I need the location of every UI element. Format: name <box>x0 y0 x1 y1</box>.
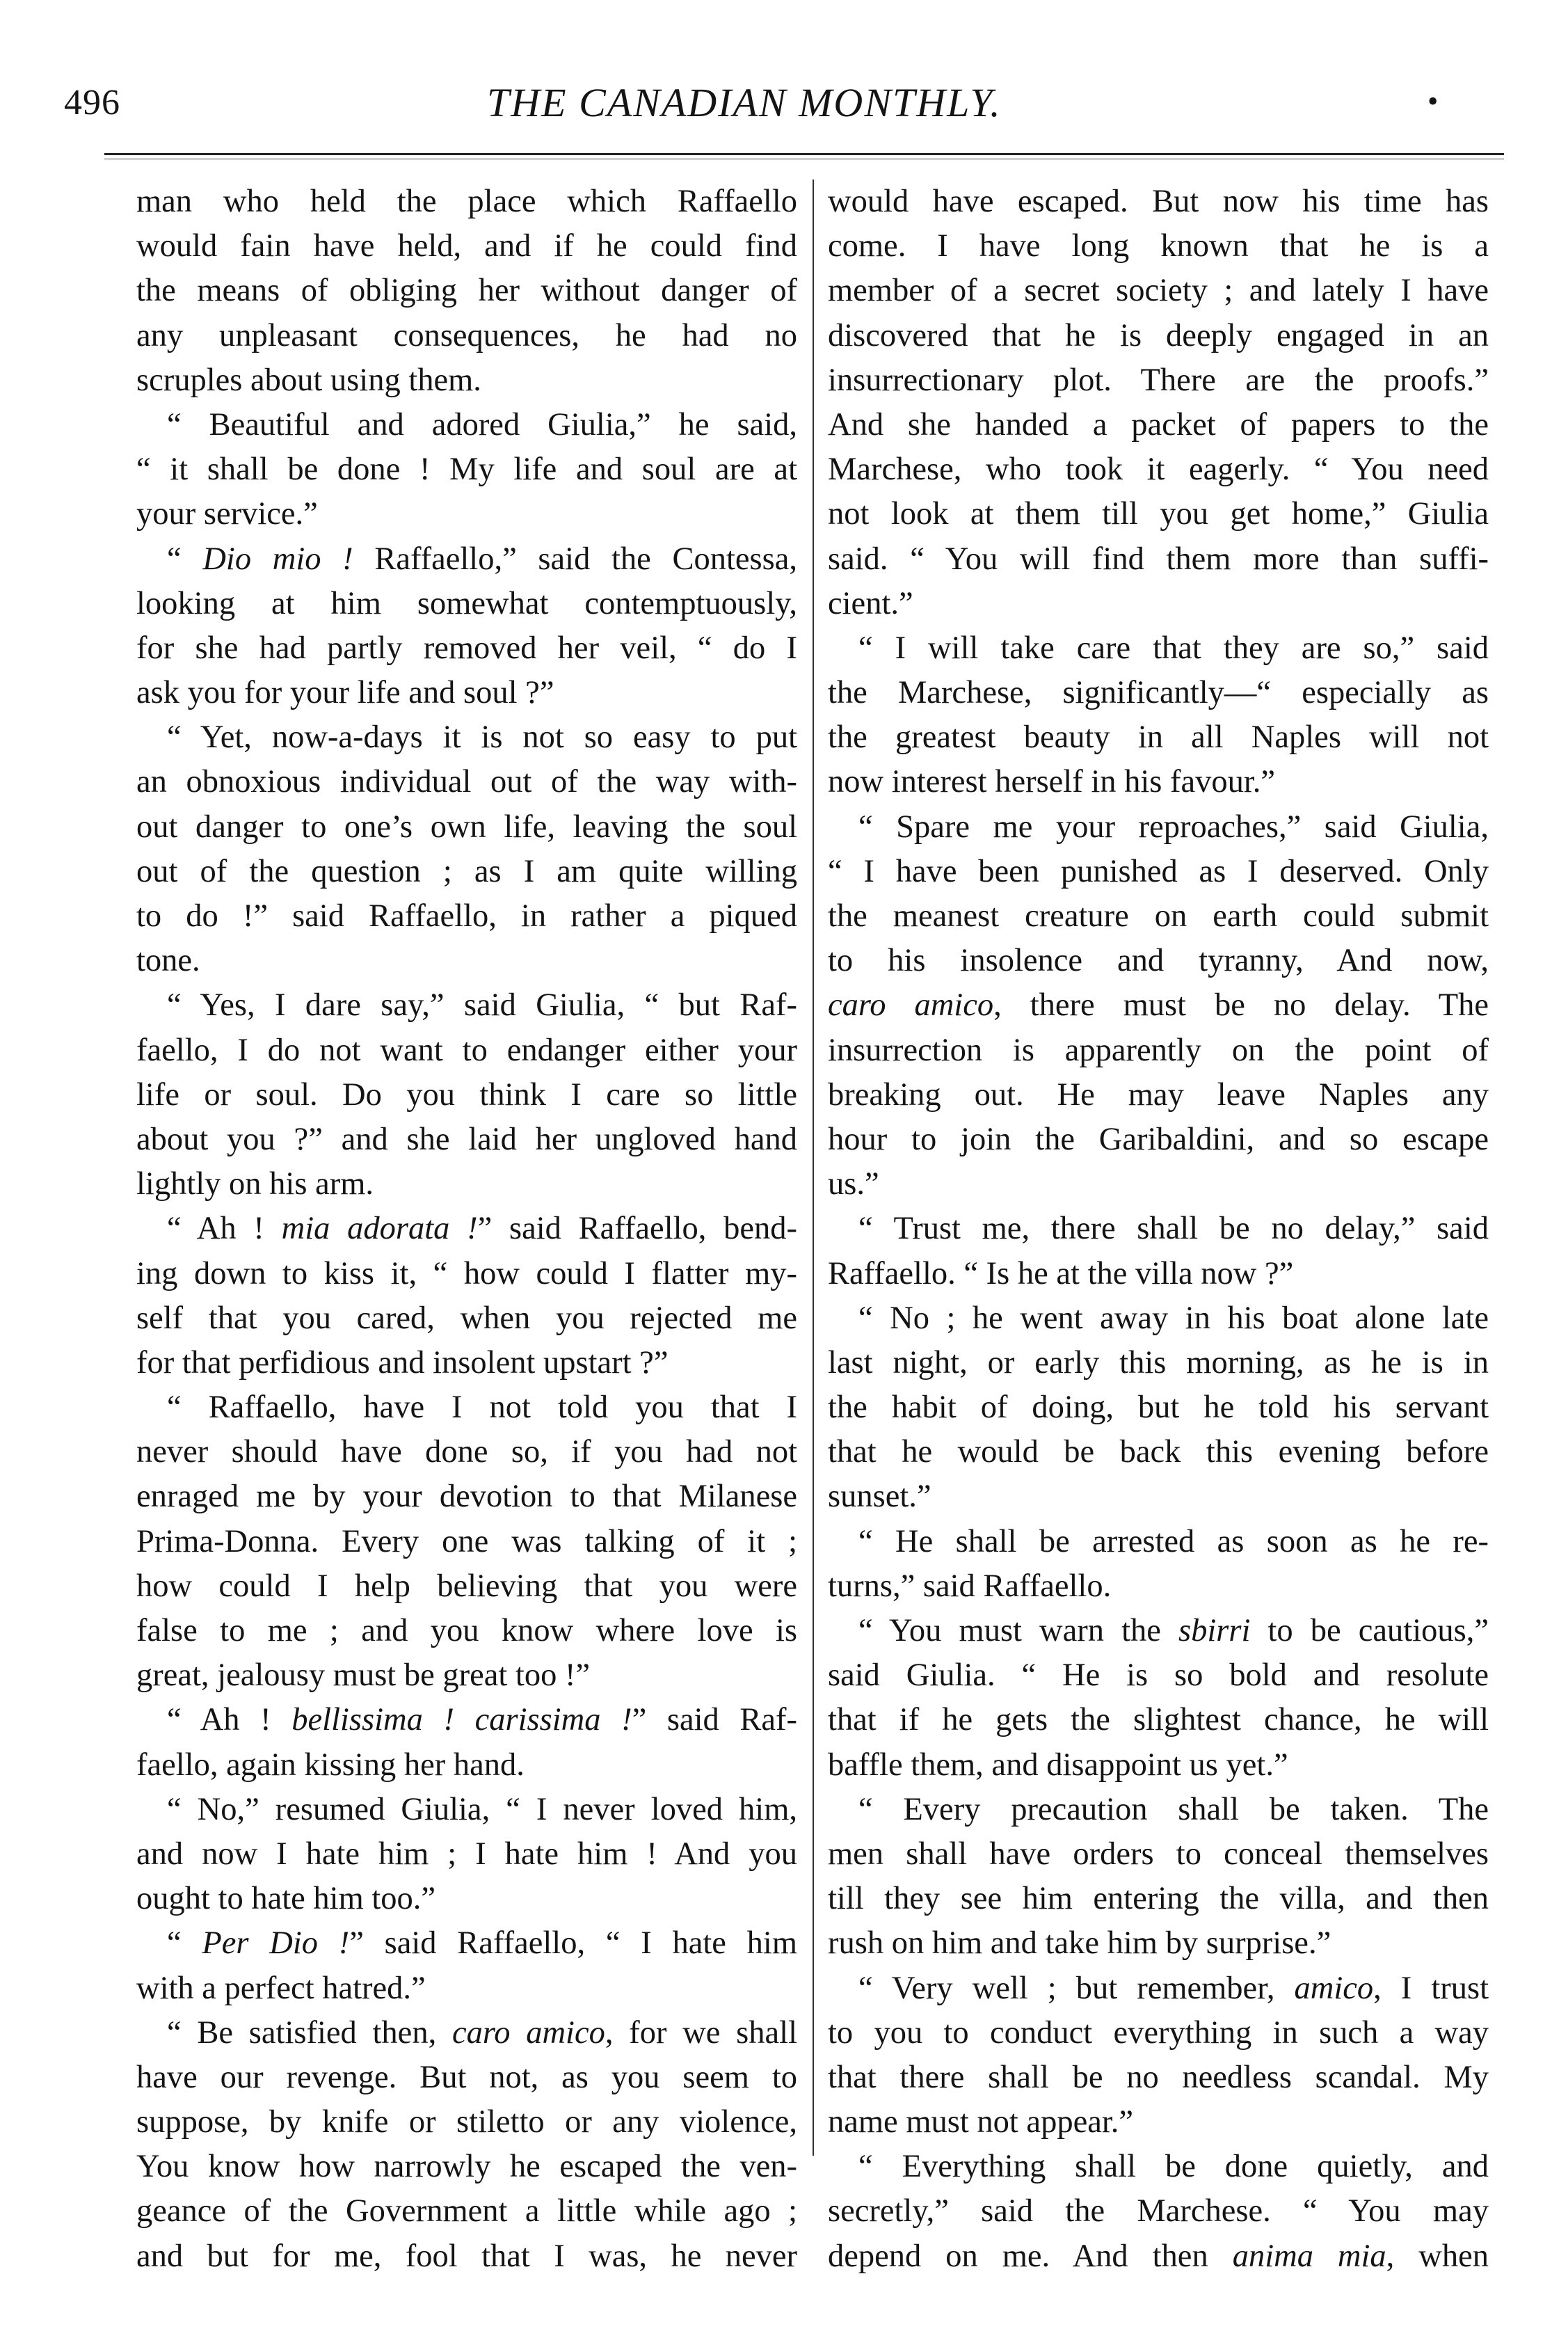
text-line: “ Yes, I dare say,” said Giulia, “ but Raf- <box>167 987 797 1024</box>
text-line: ask you for your life and soul ?” <box>136 675 554 711</box>
text-line: the greatest beauty in all Naples will not <box>828 719 1489 756</box>
text-line: men shall have orders to conceal themselves <box>828 1836 1489 1872</box>
text-line: us.” <box>828 1166 879 1202</box>
text-line: about you ?” and she laid her ungloved hand <box>136 1121 797 1157</box>
text-line: You know how narrowly he escaped the ven- <box>136 2149 797 2185</box>
text-line: “ Everything shall be done quietly, and <box>858 2149 1489 2185</box>
text-line: “ Beautiful and adored Giulia,” he said, <box>167 406 797 443</box>
text-line: lightly on his arm. <box>136 1166 374 1202</box>
text-line: depend on me. And then anima mia, when <box>828 2238 1489 2274</box>
text-line: would fain have held, and if he could find <box>136 228 797 264</box>
text-line: insurrection is apparently on the point of <box>828 1032 1489 1068</box>
text-line: “ Dio mio ! Raffaello,” said the Contessa, <box>167 541 797 577</box>
text-line: hour to join the Garibaldini, and so escape <box>828 1121 1489 1157</box>
text-line: geance of the Government a little while ago ; <box>136 2193 797 2229</box>
text-line: that if he gets the slightest chance, he will <box>828 1702 1489 1738</box>
text-line: turns,” said Raffaello. <box>828 1568 1112 1604</box>
text-line: to you to conduct everything in such a way <box>828 2014 1489 2051</box>
column-divider <box>813 180 814 2156</box>
text-line: ing down to kiss it, “ how could I flatter my- <box>136 1255 797 1291</box>
text-line: self that you cared, when you rejected me <box>136 1300 797 1336</box>
text-line: “ it shall be done ! My life and soul are at <box>136 452 797 488</box>
right-column <box>828 180 1489 2279</box>
text-line: “ Every precaution shall be taken. The <box>858 1791 1489 1827</box>
text-line: false to me ; and you know where love is <box>136 1613 797 1648</box>
text-line: now interest herself in his favour.” <box>828 764 1276 800</box>
text-line: have our revenge. But not, as you seem to <box>136 2059 797 2095</box>
text-line: suppose, by knife or stiletto or any violence, <box>136 2104 797 2140</box>
text-line: And she handed a packet of papers to the <box>828 406 1489 443</box>
text-line: faello, I do not want to endanger either your <box>136 1032 797 1068</box>
text-line: member of a secret society ; and lately I have <box>828 273 1489 309</box>
text-line: great, jealousy must be great too !” <box>136 1657 591 1694</box>
text-line: said. “ You will find them more than suffi- <box>828 541 1489 577</box>
text-line: and now I hate him ; I hate him ! And you <box>136 1836 797 1872</box>
text-line: man who held the place which Raffaello <box>136 184 797 219</box>
text-line: ought to hate him too.” <box>136 1881 436 1917</box>
text-line: faello, again kissing her hand. <box>136 1747 525 1783</box>
text-line: tone. <box>136 943 200 979</box>
text-line: Raffaello. “ Is he at the villa now ?” <box>828 1255 1294 1291</box>
text-line: “ Per Dio !” said Raffaello, “ I hate him <box>167 1925 797 1962</box>
text-line: insurrectionary plot. There are the proofs.” <box>828 362 1489 398</box>
text-line: the habit of doing, but he told his servant <box>828 1390 1489 1426</box>
text-line: any unpleasant consequences, he had no <box>136 317 797 353</box>
text-line: “ He shall be arrested as soon as he re- <box>858 1523 1489 1559</box>
text-line: not look at them till you get home,” Giulia <box>828 496 1489 532</box>
running-head: THE CANADIAN MONTHLY. <box>487 80 1002 125</box>
text-line: breaking out. He may leave Naples any <box>828 1076 1489 1113</box>
text-line: rush on him and take him by surprise.” <box>828 1925 1331 1962</box>
text-line: till they see him entering the villa, and then <box>828 1881 1489 1917</box>
text-line: baffle them, and disappoint us yet.” <box>828 1747 1288 1783</box>
text-line: Prima-Donna. Every one was talking of it ; <box>136 1523 797 1559</box>
text-line: out danger to one’s own life, leaving the soul <box>136 809 797 845</box>
text-line: the means of obliging her without danger of <box>136 273 797 309</box>
text-line: cient.” <box>828 585 913 621</box>
text-line: said Giulia. “ He is so bold and resolute <box>828 1657 1489 1694</box>
text-line: “ Very well ; but remember, amico, I trust <box>858 1970 1489 2006</box>
text-line: “ Yet, now-a-days it is not so easy to put <box>167 719 797 756</box>
text-line: “ No ; he went away in his boat alone late <box>858 1300 1489 1336</box>
text-line: “ Raffaello, have I not told you that I <box>167 1390 797 1426</box>
corner-mark: • <box>1427 84 1439 118</box>
text-line: come. I have long known that he is a <box>828 228 1489 264</box>
page-header <box>0 0 1568 139</box>
text-line: how could I help believing that you were <box>136 1568 797 1604</box>
text-line: “ You must warn the sbirri to be cautious,” <box>858 1613 1489 1648</box>
text-line: enraged me by your devotion to that Milanese <box>136 1479 797 1515</box>
text-line: “ I will take care that they are so,” said <box>858 630 1489 666</box>
text-line: your service.” <box>136 496 318 532</box>
text-line: that there shall be no needless scandal. My <box>828 2059 1489 2095</box>
text-line: looking at him somewhat contemptuously, <box>136 585 797 621</box>
text-line: “ Spare me your reproaches,” said Giulia, <box>858 809 1489 845</box>
text-line: name must not appear.” <box>828 2104 1134 2140</box>
text-line: last night, or early this morning, as he is in <box>828 1344 1489 1381</box>
text-line: “ I have been punished as I deserved. Only <box>828 853 1489 889</box>
text-line: that he would be back this evening before <box>828 1434 1489 1470</box>
header-rule <box>104 153 1504 155</box>
text-line: and but for me, fool that I was, he never <box>136 2238 797 2274</box>
text-line: caro amico, there must be no delay. The <box>828 987 1489 1024</box>
text-line: life or soul. Do you think I care so little <box>136 1076 797 1113</box>
text-line: secretly,” said the Marchese. “ You may <box>828 2193 1489 2229</box>
text-line: the Marchese, significantly—“ especially as <box>828 675 1489 711</box>
left-column <box>136 180 797 2279</box>
text-line: with a perfect hatred.” <box>136 1970 426 2006</box>
text-line: would have escaped. But now his time has <box>828 184 1489 219</box>
text-line: the meanest creature on earth could submit <box>828 898 1489 934</box>
text-line: “ Be satisfied then, caro amico, for we shall <box>167 2014 797 2051</box>
text-line: “ Ah ! bellissima ! carissima !” said Raf- <box>167 1702 798 1738</box>
text-line: “ No,” resumed Giulia, “ I never loved him, <box>167 1791 797 1827</box>
text-line: to his insolence and tyranny, And now, <box>828 943 1489 979</box>
text-line: “ Ah ! mia adorata !” said Raffaello, bend- <box>167 1211 798 1247</box>
text-line: to do !” said Raffaello, in rather a piqued <box>136 898 797 934</box>
text-line: sunset.” <box>828 1479 931 1515</box>
page-number: 496 <box>64 83 120 122</box>
text-line: scruples about using them. <box>136 362 481 398</box>
text-line: discovered that he is deeply engaged in an <box>828 317 1489 353</box>
text-line: “ Trust me, there shall be no delay,” said <box>858 1211 1489 1247</box>
text-line: never should have done so, if you had not <box>136 1434 797 1470</box>
text-line: an obnoxious individual out of the way with- <box>136 764 797 800</box>
text-line: Marchese, who took it eagerly. “ You need <box>828 452 1489 488</box>
text-line: for she had partly removed her veil, “ do I <box>136 630 797 666</box>
text-line: out of the question ; as I am quite willing <box>136 853 797 889</box>
text-line: for that perfidious and insolent upstart ?” <box>136 1344 669 1381</box>
